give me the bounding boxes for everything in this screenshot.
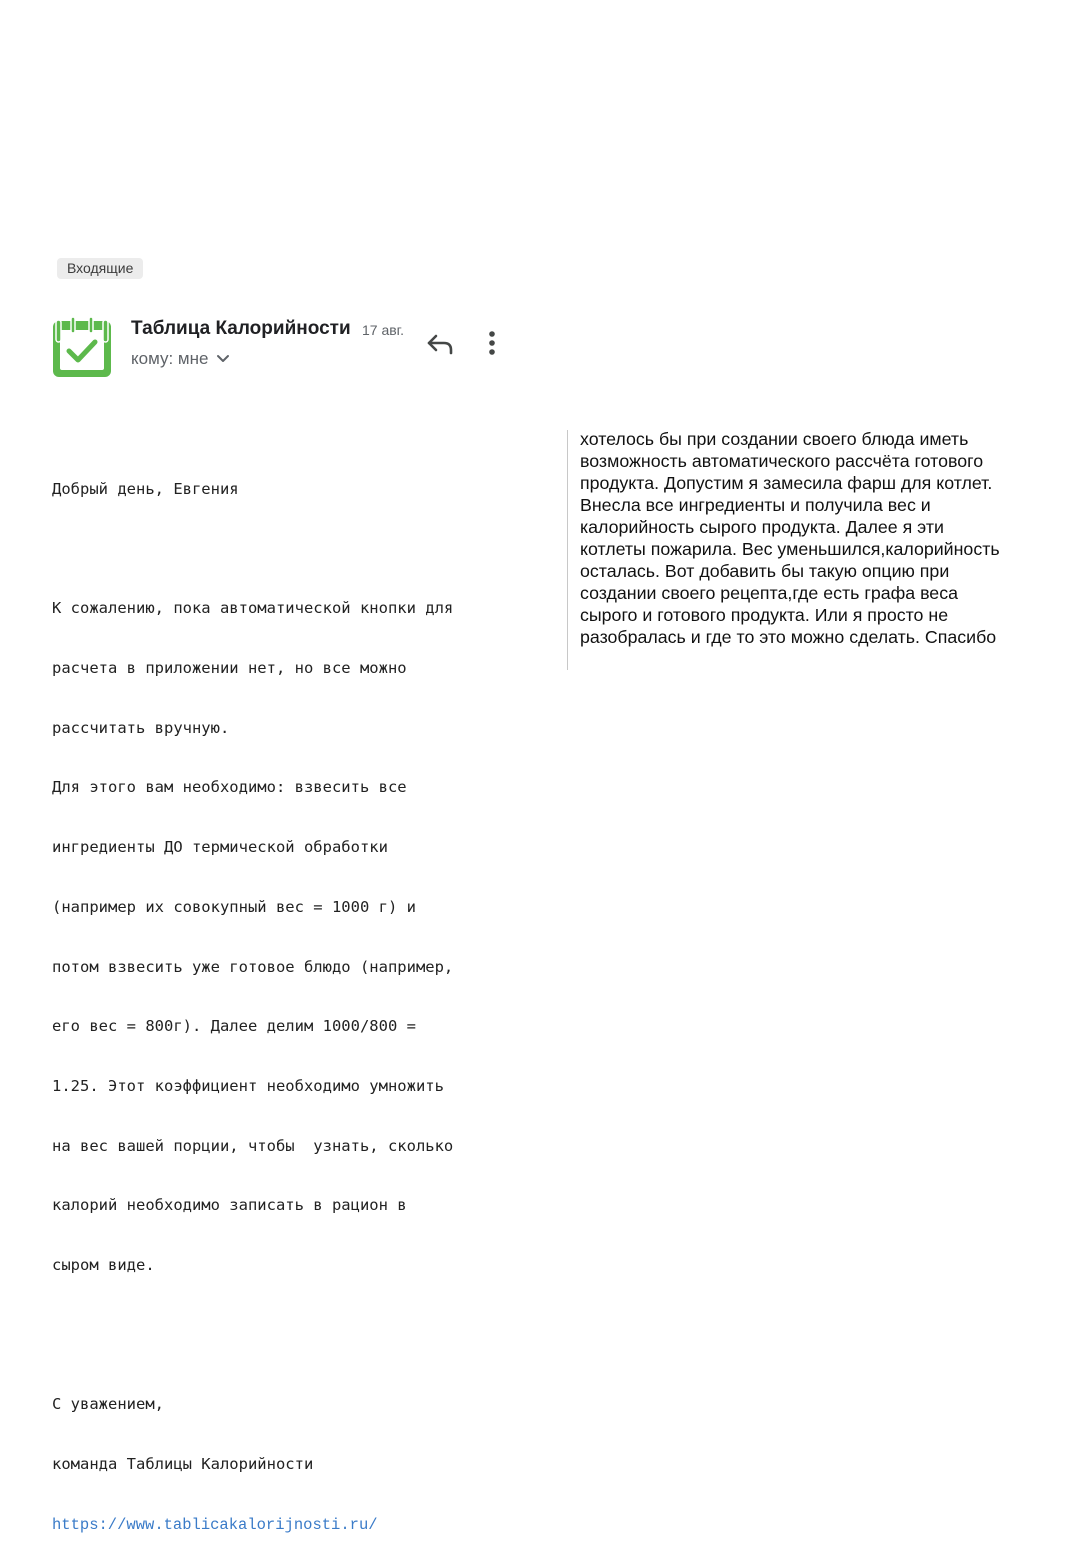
body-line: его вес = 800г). Далее делим 1000/800 = [52, 1017, 416, 1036]
body-line: расчета в приложении нет, но все можно [52, 658, 407, 677]
quoted-line: разобралась и где то это можно сделать. Спасибо [580, 627, 997, 647]
body-line: К сожалению, пока автоматической кнопки для [52, 599, 454, 618]
quoted-line: сырого и готового продукта. Или я просто не [580, 605, 949, 625]
quoted-line: осталась. Вот добавить бы такую опцию при [580, 561, 950, 581]
quoted-line: Внесла все ингредиенты и получила вес и [580, 495, 931, 515]
website-link[interactable]: https://www.tablicakalorijnosti.ru/ [52, 1515, 378, 1534]
quoted-line: создании своего рецепта,где есть графа веса [580, 583, 958, 603]
quoted-line: котлеты пожарила. Вес уменьшился,калорийность [580, 539, 1000, 559]
sender-name: Таблица Калорийности [131, 318, 351, 339]
vertical-dots-icon[interactable] [480, 328, 504, 358]
quoted-line: хотелось бы при создании своего блюда иметь [580, 429, 969, 449]
body-line: (например их совокупный вес = 1000 г) и [52, 897, 416, 916]
folder-label-chip[interactable]: Входящие [57, 258, 143, 279]
quoted-line: калорийность сырого продукта. Далее я эти [580, 517, 944, 537]
signature-team: команда Таблицы Калорийности [52, 1455, 314, 1474]
signature-closing: С уважением, [52, 1395, 164, 1414]
recipient-label: кому: мне [131, 349, 209, 368]
body-line: на вес вашей порции, чтобы узнать, сколько [52, 1136, 454, 1155]
message-date: 17 авг. [362, 322, 404, 338]
chevron-down-icon [216, 354, 230, 364]
greeting-line: Добрый день, Евгения [52, 479, 239, 498]
reply-message-body [52, 440, 532, 1556]
quoted-message [580, 428, 1050, 648]
body-line: потом взвесить уже готовое блюдо (например, [52, 957, 454, 976]
body-line: рассчитать вручную. [52, 718, 230, 737]
quoted-line: продукта. Допустим я замесила фарш для котлет. [580, 473, 993, 493]
calendar-check-icon [52, 316, 112, 378]
body-line: калорий необходимо записать в рацион в [52, 1196, 407, 1215]
body-line: ингредиенты ДО термической обработки [52, 838, 388, 857]
recipient-toggle[interactable] [131, 348, 230, 370]
quoted-line: возможность автоматического рассчёта готового [580, 451, 984, 471]
quote-divider [567, 430, 568, 670]
body-line: сыром виде. [52, 1256, 155, 1275]
reply-arrow-icon[interactable] [424, 328, 456, 358]
body-line: 1.25. Этот коэффициент необходимо умножить [52, 1076, 444, 1095]
body-line: Для этого вам необходимо: взвесить все [52, 778, 407, 797]
